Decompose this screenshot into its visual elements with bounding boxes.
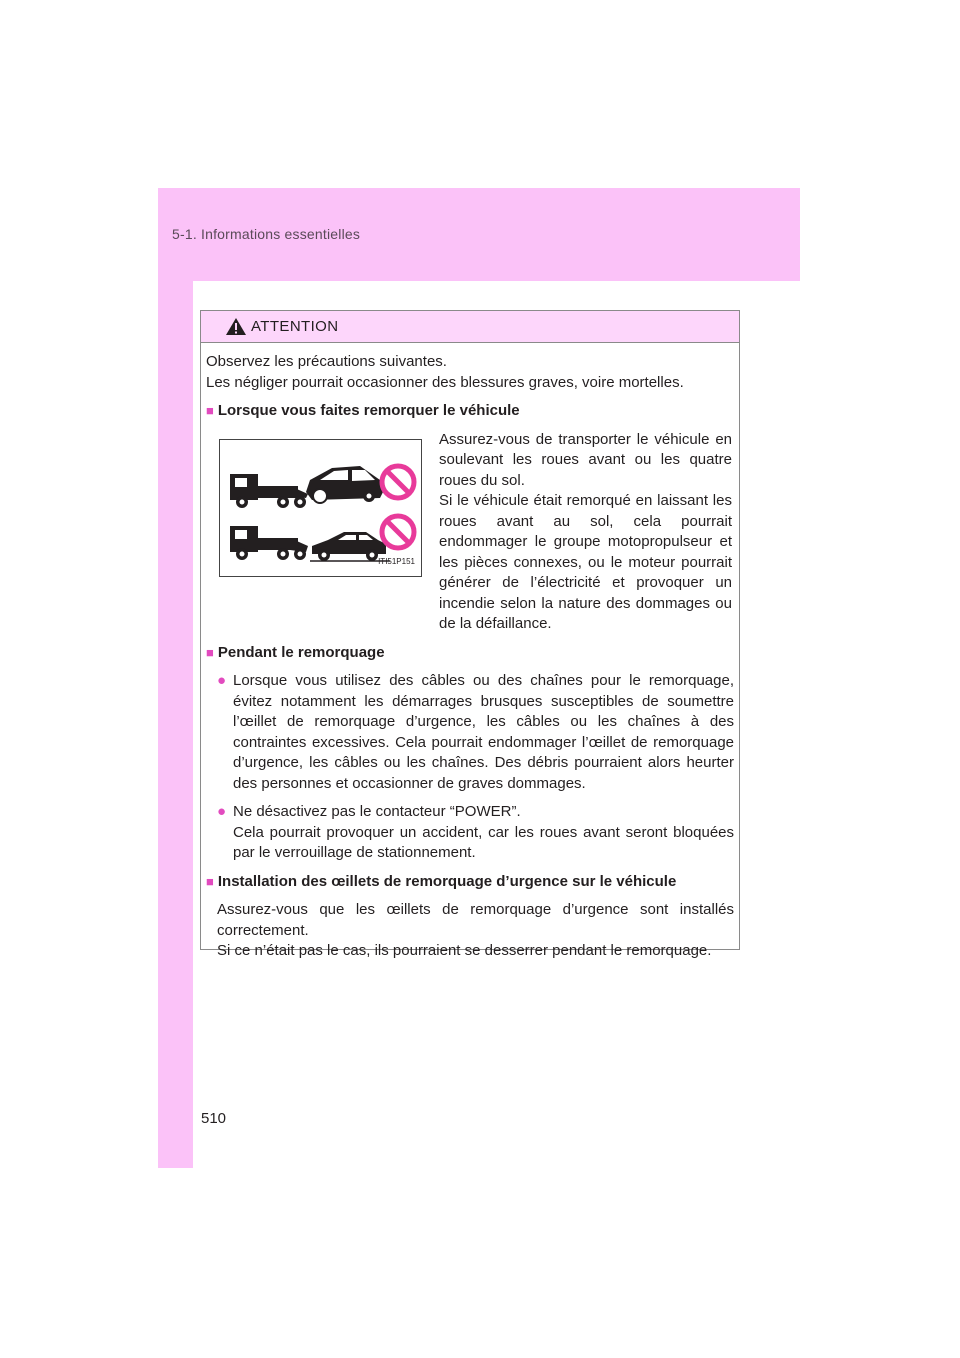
subheading-tow-eyelets: ■ Installation des œillets de remorquage d’urgence sur le véhicule <box>206 872 677 890</box>
bullet-text-line-2: Cela pourrait provoquer un accident, car les roues avant seront bloquées par le verrouillage de stationnement. <box>233 823 734 861</box>
towing-illustration <box>219 439 422 577</box>
intro-line-2: Les négliger pourrait occasionner des blessures graves, voire mortelles. <box>206 373 684 391</box>
tow-eyelets-text-1: Assurez-vous que les œillets de remorquage d’urgence sont installés correctement. <box>217 901 734 939</box>
towing-figure-row <box>206 430 734 635</box>
prohibition-icon-lower <box>382 516 414 548</box>
circle-bullet-icon: ● <box>217 672 227 689</box>
tow-eyelets-text-2: Si ce n’était pas le cas, ils pourraient se desserrer pendant le remorquage. <box>217 942 712 959</box>
warning-header <box>201 311 739 343</box>
warning-title: ATTENTION <box>251 318 339 335</box>
towing-text-2: Si le véhicule était remorqué en laissant les roues avant au sol, cela pourrait endommager le groupe motopropulseur et les pièces connexes, ou le moteur pourrait générer de l’électricité et provoquer un incendie selon la nature des dommages ou de la défaillance. <box>439 492 732 632</box>
bullet-item <box>217 802 734 864</box>
warning-box <box>200 310 740 959</box>
towing-text-1: Assurez-vous de transporter le véhicule en soulevant les roues avant ou les quatre roues du sol. <box>439 430 732 489</box>
square-bullet-icon: ■ <box>206 403 214 418</box>
tow-eyelets-text <box>217 900 734 962</box>
prohibition-icon-upper <box>382 466 414 498</box>
bullet-text-line-1: Ne désactivez pas le contacteur “POWER”. <box>233 803 521 820</box>
warning-triangle-icon <box>225 317 247 336</box>
section-title: 5-1. Informations essentielles <box>172 226 361 242</box>
upper-tow-truck-icon <box>230 474 308 508</box>
side-tab-strip <box>158 281 193 1168</box>
intro-line-1: Observez les précautions suivantes. <box>206 353 447 370</box>
towing-figure-text <box>439 430 732 635</box>
warning-body <box>206 352 734 962</box>
bullet-item <box>217 671 734 794</box>
bullet-text: Lorsque vous utilisez des câbles ou des chaînes pour le remorquage, évitez notamment les démarrages brusques susceptibles de soumettre l’œillet de remorquage d’urgence, les câbles ou les chaînes à des contraintes excessives. Cela pourrait endommager l’œillet de remorquage d’urgence, les câbles ou les chaînes. Des débris pourraient alors heurter des personnes et occasionner de graves dommages. <box>233 672 734 792</box>
circle-bullet-icon: ● <box>217 803 227 820</box>
subheading-towing: ■ Lorsque vous faites remorquer le véhicule <box>206 402 520 419</box>
lower-tow-truck-icon <box>230 526 308 560</box>
square-bullet-icon: ■ <box>206 644 214 660</box>
subheading-during-towing: ■ Pendant le remorquage <box>206 643 385 661</box>
figure-code: ITI51P151 <box>378 557 415 566</box>
page-number: 510 <box>201 1110 227 1127</box>
upper-car-lifted-icon <box>306 466 384 503</box>
square-bullet-icon: ■ <box>206 873 214 889</box>
